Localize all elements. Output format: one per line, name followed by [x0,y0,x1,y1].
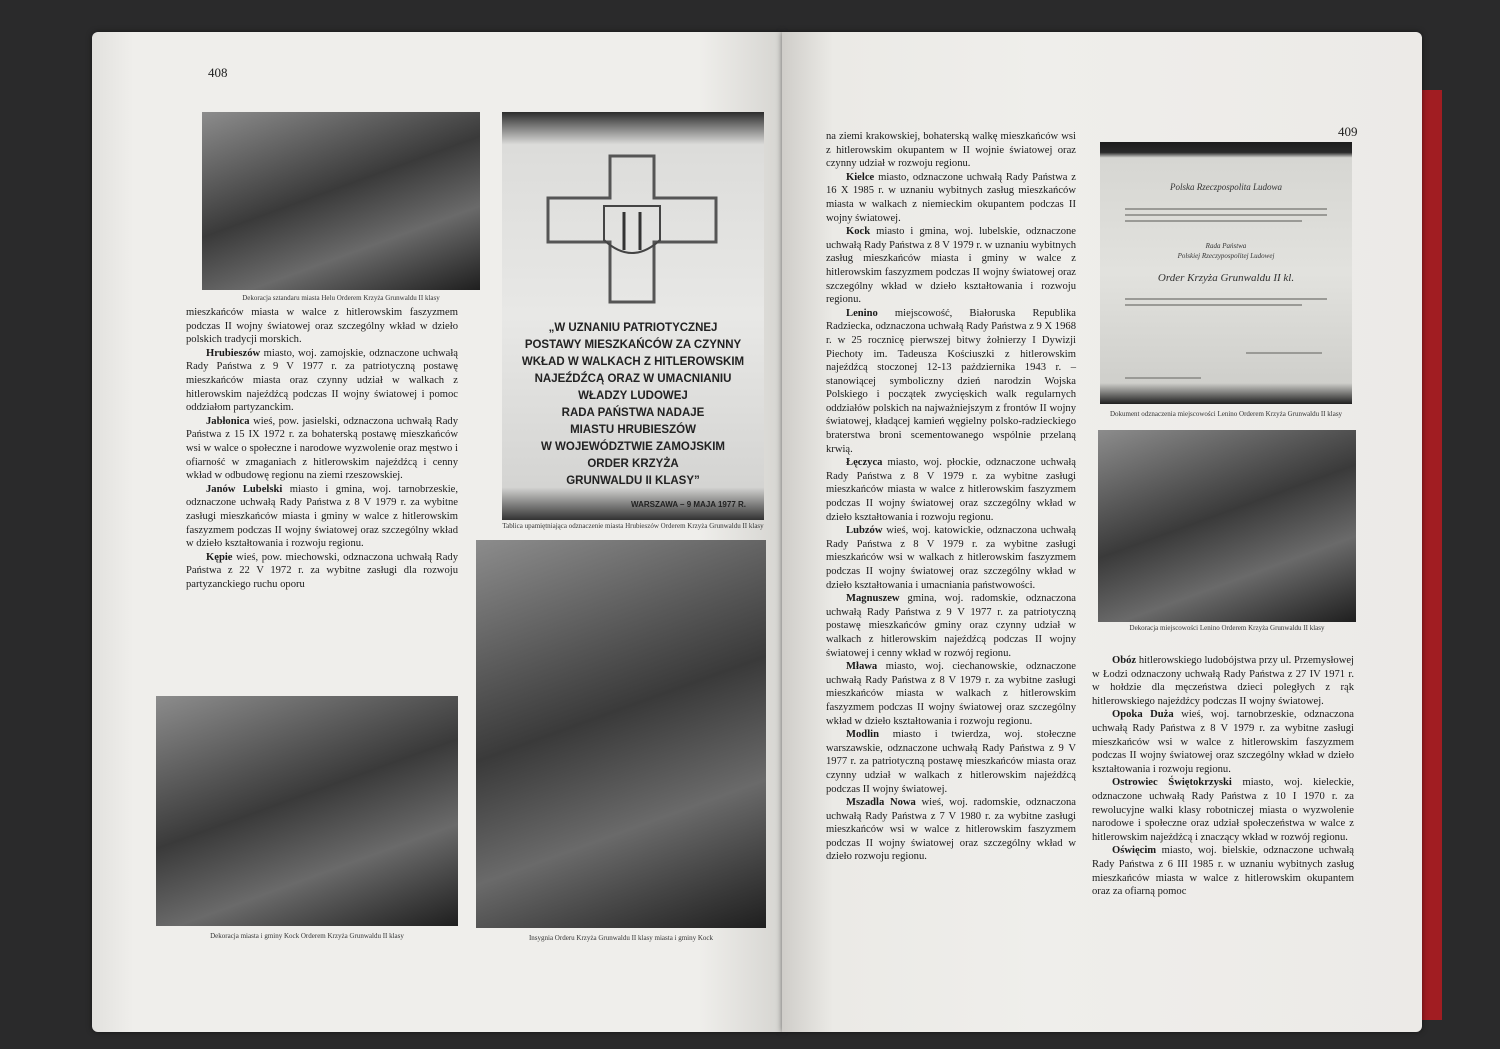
entry-jablonica [186,415,458,483]
doc-heading: Polska Rzeczpospolita Ludowa [1170,182,1282,192]
plaque-line: GRUNWALDU II KLASY” [566,475,700,487]
doc-heading: Polskiej Rzeczypospolitej Ludowej [1177,252,1275,260]
entry-title: Opoka Duża [1112,709,1174,721]
entry-hrubieszow [186,347,458,415]
plaque-inscription [502,320,764,490]
caption-document: Dokument odznaczenia miejscowości Lenino Orderem Krzyża Grunwaldu II klasy [1109,410,1343,418]
entry-title: Jabłonica [206,415,250,427]
plaque-date: WARSZAWA – 9 MAJA 1977 R. [631,500,746,509]
doc-signature-line [1125,377,1201,379]
entry-title: Oświęcim [1112,845,1157,857]
entry-text: miasto, odznaczone uchwałą Rady Państwa z 16 X 1985 r. w uznaniu wybitnych zasług mieszkańców miasta w walkach z niemieckim okupantem podczas II wojny światowej. [826,171,1076,224]
entry-modlin [826,728,1076,796]
entry-text: miasto, woj. płockie, odznaczone uchwałą Rady Państwa z 8 V 1979 r. za wybitne zasługi mieszkańców miasta w walce z hitlerowskim faszyzmem podczas II wojny światowej oraz szczególny wkład w dzieło kształtowania i rozwoju regionu. [826,457,1076,523]
photo-kock-insignia [476,540,766,928]
entry-text: miasto, woj. zamojskie, odznaczone uchwałą Rady Państwa z 9 V 1977 r. za patriotyczną postawę mieszkańców miasta oraz czynny udział w walkach z hitlerowskim najeźdźcą podczas II wojny światowej i pomoc oddziałom partyzanckim. [186,347,458,414]
entry-ostrowiec [1092,776,1354,844]
entry-title: Mszadla Nowa [846,797,916,809]
plaque-line: W WOJEWÓDZTWIE ZAMOJSKIM [541,441,725,453]
plaque-line: MIASTU HRUBIESZÓW [570,424,696,436]
photo-hel-banner [202,112,480,290]
entry-title: Magnuszew [846,593,900,605]
plaque-line: ORDER KRZYŻA [587,458,679,470]
red-book-edge [1420,90,1442,1020]
entry-leczyca [826,456,1076,524]
doc-heading: Rada Państwa [1205,242,1247,250]
left-column-text [186,306,458,591]
plaque-line: WŁADZY LUDOWEJ [578,390,688,402]
entry-oswiecim [1092,844,1354,898]
doc-text-line [1125,220,1301,222]
entry-lubzow [826,524,1076,592]
entry-text: miasto i gmina, woj. tarnobrzeskie, odznaczone uchwałą Rady Państwa z 8 V 1979 r. za wybitne zasługi mieszkańców miasta i gminy w walce z hitlerowskim faszyzmem podczas II wojny światowej oraz szczególny wkład w dzieło kształtowania i rozwoju regionu. [186,483,458,550]
entry-text: miejscowość, Białoruska Republika Radziecka, odznaczona uchwałą Rady Państwa z 9 X 1968 r. w 25 rocznicę pierwszej bitwy żołnierzy I Dywizji Piechoty im. Tadeusza Kościuszki z hitlerowskim najeźdźcą stoczonej 12-13 października 1943 r. – stanowiącej symboliczny dzień narodzin Wojska Polskiego i początek zwycięskich walk regularnych oddziałów polskich na najważniejszym z frontów II wojny światowej, kładącej kamień węgielny polsko-radzieckiego braterstwa broni scementowanego wspólnie przelaną krwią. [826,307,1076,455]
middle-column-text [826,130,1076,864]
entry-title: Janów Lubelski [206,483,283,495]
entry-text: mieszkańców miasta w walce z hitlerowskim faszyzmem podczas II wojny światowej oraz szczególny wkład w dzieło polskich tradycji morskich. [186,307,458,346]
caption-kock: Dekoracja miasta i gminy Kock Orderem Krzyża Grunwaldu II klasy [210,932,404,940]
entry-text: wieś, woj. tarnobrzeskie, odznaczona uchwałą Rady Państwa z 8 V 1979 r. za wybitne zasługi mieszkańców wsi w walce z hitlerowskim faszyzmem podczas II wojny światowej oraz szczególny wkład w dzieło kształtowania i rozwoju regionu. [1092,709,1354,775]
entry-mlawa [826,660,1076,728]
left-page [92,32,782,1032]
grunwald-cross-icon [546,154,718,304]
entry-opoka-duza [1092,708,1354,776]
right-column-text [1092,654,1354,899]
page-number-right: 409 [1338,124,1358,139]
doc-text-line [1125,208,1327,210]
photo-lenino-decoration [1098,430,1356,622]
entry-title: Łęczyca [846,457,883,469]
right-page [782,32,1422,1032]
entry-janow-lubelski [186,483,458,551]
photo-kock-decoration [156,696,458,926]
entry-oboz [1092,654,1354,708]
doc-text-line [1125,304,1301,306]
entry-text: miasto i gmina, woj. lubelskie, odznaczone uchwałą Rady Państwa z 8 V 1979 r. w uznaniu wybitnych zasług mieszkańców miasta i gminy w walce z hitlerowskim faszyzmem podczas II wojny światowej oraz szczególny wkład w dzieło kształtowania i rozwoju regionu. [826,226,1076,306]
entry-title: Kielce [846,171,875,183]
open-book [92,32,1448,1032]
entry-title: Obóz [1112,655,1137,666]
entry-title: Kock [846,226,871,238]
entry-title: Modlin [846,729,879,741]
plaque-line: NAJEŹDŹCĄ ORAZ W UMACNIANIU [534,373,732,385]
doc-text-line [1125,214,1327,216]
entry-kielce [826,171,1076,225]
doc-text-line [1125,298,1327,300]
entry-text: wieś, woj. katowickie, odznaczona uchwałą Rady Państwa z 8 V 1979 r. za wybitne zasługi mieszkańców wsi w walkach z hitlerowskim faszyzmem podczas II wojny światowej oraz szczególny wkład w dzieło kształtowania i umacniania państwowości. [826,525,1076,591]
entry-text: wieś, woj. radomskie, odznaczona uchwałą Rady Państwa z 7 V 1980 r. za wybitne zasługi mieszkańców wsi w walce z hitlerowskim faszyzmem podczas II wojny światowej oraz szczególny wkład w dzieło rozwoju regionu. [826,797,1076,863]
entry-title: Mława [846,661,878,673]
caption-lenino: Dekoracja miejscowości Lenino Orderem Krzyża Grunwaldu II klasy [1129,624,1325,632]
entry-lenino [826,307,1076,457]
caption-plaque: Tablica upamiętniająca odznaczenie miasta Hrubieszów Orderem Krzyża Grunwaldu II klasy [502,522,764,530]
entry-mszadla-nowa [826,796,1076,864]
entry-magnuszew [826,592,1076,660]
entry-title: Kępie [206,551,233,563]
plaque-line: WKŁAD W WALKACH Z HITLEROWSKIM [521,356,745,368]
entry-title: Lubzów [846,525,883,537]
entry-continuation [186,306,458,347]
entry-text: na ziemi krakowskiej, bohaterską walkę mieszkańców wsi z hitlerowskim okupantem w II wojnie światowej oraz czynny udział w rozwoju regionu. [826,131,1076,170]
entry-title: Hrubieszów [206,347,261,359]
photo-lenino-document [1100,142,1352,404]
page-number-left: 408 [208,65,228,80]
entry-text: gmina, woj. radomskie, odznaczona uchwałą Rady Państwa z 9 V 1977 r. za patriotyczną postawę mieszkańców gminy oraz czynny udział w walkach z hitlerowskim najeźdźcą podczas II wojny światowej i cenny wkład w rozwój regionu. [826,593,1076,659]
photo-hrubieszow-plaque [502,112,764,520]
plaque-line: POSTAWY MIESZKAŃCÓW ZA CZYNNY [524,339,742,351]
entry-text: miasto, woj. bielskie, odznaczone uchwałą Rady Państwa z 6 III 1985 r. w uznaniu wybitnych zasług mieszkańców miasta w walce z hitlerowskim okupantem oraz za ofiarną pomoc [1092,845,1354,898]
entry-text: miasto i twierdza, woj. stołeczne warszawskie, odznaczone uchwałą Rady Państwa z 9 V 1977 r. za patriotyczną postawę mieszkańców miasta oraz czynny udział w walkach z hitlerowskim najeźdźcą podczas II wojny światowej. [826,729,1076,795]
entry-title: Lenino [846,307,878,319]
entry-text: wieś, pow. jasielski, odznaczona uchwałą Rady Państwa z 15 IX 1972 r. za bohaterską postawę mieszkańców wsi w walce o społeczne i narodowe wyzwolenie oraz męstwo i ofiarność w zmaganiach z hitlerowskim najeźdźcą i cenny wkład w odbudowę regionu na ziemi rzeszowskiej. [186,415,458,482]
entry-kock [826,225,1076,307]
entry-text: miasto, woj. ciechanowskie, odznaczone uchwałą Rady Państwa z 8 V 1979 r. za wybitne zasługi mieszkańców miasta w walkach z hitlerowskim faszyzmem podczas II wojny światowej oraz szczególny wkład w dzieło kształtowania i rozwoju regionu. [826,661,1076,727]
plaque-line: „W UZNANIU PATRIOTYCZNEJ [548,322,718,334]
entry-continuation [826,130,1076,171]
entry-text: hitlerowskiego ludobójstwa przy ul. Przemysłowej w Łodzi odznaczony uchwałą Rady Państwa z 27 IV 1971 r. w hołdzie dla męczeństwa dzieci poległych z rąk hitlerowskiego najeźdźcy podczas II wojny światowej. [1092,655,1354,707]
entry-text: miasto, woj. kieleckie, odznaczone uchwałą Rady Państwa z 10 I 1970 r. za rewolucyjne walki klasy robotniczej miasta o wyzwolenie narodowe i społeczne oraz udział społeczeństwa w walce z hitlerowskim najeźdźcą i znaczący wkład w rozwój regionu. [1092,777,1354,843]
entry-kepie [186,551,458,592]
caption-hel: Dekoracja sztandaru miasta Helu Orderem Krzyża Grunwaldu II klasy [242,294,440,302]
entry-title: Ostrowiec Świętokrzyski [1112,777,1232,789]
caption-insignia: Insygnia Orderu Krzyża Grunwaldu II klasy miasta i gminy Kock [528,934,714,942]
entry-text: wieś, pow. miechowski, odznaczona uchwałą Rady Państwa z 22 V 1972 r. za wybitne zasługi dla rozwoju partyzanckiego ruchu oporu [186,551,458,590]
doc-heading: Order Krzyża Grunwaldu II kl. [1157,272,1295,284]
doc-signature-line [1246,352,1322,354]
plaque-line: RADA PAŃSTWA NADAJE [561,407,705,419]
